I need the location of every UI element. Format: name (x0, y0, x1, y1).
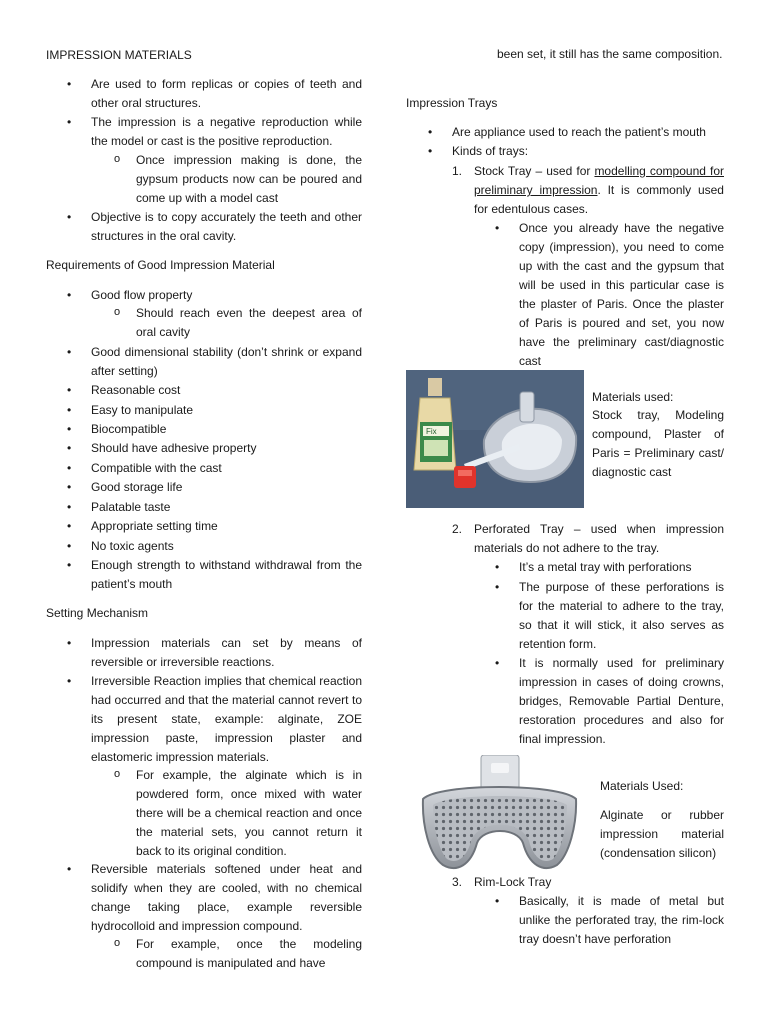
setting-subitem-2: o For example, once the modeling compound is manipulated and have (136, 935, 362, 973)
stock-tray-rest: . It is commonly used for edentulous cases. (474, 183, 724, 216)
setting-item-2: • Irreversible Reaction implies that chemical reaction had occurred and that the material cannot revert to its present state, example: alginate, ZOE impression paste, impression plaster and elastomeric impression materials. (91, 672, 362, 767)
stock-tray-photo (406, 370, 584, 508)
perforated-tray-description (474, 520, 724, 558)
perforated-note-3: • It is normally used for preliminary impression in cases of doing crowns, bridges, Removable Partial Denture, restoration procedures and also for final impression. (519, 654, 724, 749)
req-subitem-reach: o Should reach even the deepest area of oral cavity (136, 304, 362, 342)
req-item-setting-time: • Appropriate setting time (91, 517, 362, 536)
req-item-storage: • Good storage life (91, 478, 362, 497)
intro-text-1: Are used to form replicas or copies of teeth and other oral structures. (91, 77, 362, 110)
req-item-flow: • Good flow property (91, 286, 362, 305)
intro-subtext-1: Once impression making is done, the gypsum products now can be poured and come up with a model cast (136, 153, 362, 205)
intro-subbullet-1 (136, 151, 362, 208)
perforated-tray-rest: – used when impression materials do not adhere to the tray. (474, 522, 724, 555)
stock-tray-underlined: modelling compound for preliminary impression (474, 164, 724, 197)
rimlock-note: • Basically, it is made of metal but unlike the perforated tray, the rim-lock tray doesn’t have perforation (519, 892, 724, 949)
stock-tray-number: 1. (452, 164, 463, 178)
req-item-cost: • Reasonable cost (91, 381, 362, 400)
req-item-taste: • Palatable taste (91, 498, 362, 517)
perforated-tray-name: Perforated Tray (474, 522, 564, 536)
trays-heading: Impression Trays (406, 96, 498, 110)
document-title: IMPRESSION MATERIALS (46, 48, 192, 62)
perforated-note-1: • It’s a metal tray with perforations (519, 558, 724, 577)
stock-tray-name: Stock Tray (474, 164, 532, 178)
stock-materials-text: Stock tray, Modeling compound, Plaster of Paris = Preliminary cast/ diagnostic cast (592, 408, 724, 479)
perforated-tray-photo (419, 755, 580, 875)
stock-tray-description (474, 162, 724, 219)
perforated-materials-heading: Materials Used: (600, 779, 684, 793)
intro-text-3: Objective is to copy accurately the teeth and other structures in the oral cavity. (91, 210, 362, 243)
requirements-heading: Requirements of Good Impression Material (46, 258, 275, 272)
intro-bullet-1 (91, 75, 362, 113)
req-item-biocompatible: • Biocompatible (91, 420, 362, 439)
setting-item-3: • Reversible materials softened under heat and solidify when they are cooled, with no chemical change taking place, example reversible hydrocolloid and impression compound. (91, 860, 362, 936)
stock-tray-dash: – used for (531, 164, 595, 178)
perforated-tray-illustration (419, 755, 580, 875)
intro-text-2: The impression is a negative reproduction while the model or cast is the positive reproduction. (91, 115, 362, 148)
rimlock-tray-name: Rim-Lock Tray (474, 875, 552, 889)
req-item-stability: • Good dimensional stability (don’t shrink or expand after setting) (91, 343, 362, 381)
bottle-label: Fix (426, 427, 437, 436)
setting-item-1: • Impression materials can set by means of reversible or irreversible reactions. (91, 634, 362, 672)
stock-tray-illustration (406, 370, 584, 508)
stock-materials-heading: Materials used: (592, 390, 674, 404)
trays-intro-1: • Are appliance used to reach the patient’s mouth (452, 123, 724, 142)
rimlock-tray-number: 3. (452, 875, 463, 889)
setting-subitem-2-continued: been set, it still has the same composition. (497, 47, 723, 61)
req-item-manipulate: • Easy to manipulate (91, 401, 362, 420)
req-item-strength: • Enough strength to withstand withdrawal from the patient’s mouth (91, 556, 362, 594)
req-item-cast: • Compatible with the cast (91, 459, 362, 478)
intro-bullet-2 (91, 113, 362, 151)
setting-heading: Setting Mechanism (46, 606, 149, 620)
perforated-tray-number: 2. (452, 522, 463, 536)
req-item-adhesive: • Should have adhesive property (91, 439, 362, 458)
intro-bullet-3 (91, 208, 362, 246)
perforated-note-2: • The purpose of these perforations is for the material to adhere to the tray, so that it will stick, it also serves as retention form. (519, 578, 724, 654)
perforated-materials-text: Alginate or rubber impression material (condensation silicon) (600, 808, 724, 860)
req-item-toxic: • No toxic agents (91, 537, 362, 556)
trays-intro-2: • Kinds of trays: (452, 142, 724, 161)
setting-subitem-1: o For example, the alginate which is in powdered form, once mixed with water there will be a chemical reaction and once the material sets, you cannot return it back to its original condition. (136, 766, 362, 861)
stock-tray-note: • Once you already have the negative copy (impression), you need to come up with the cast and the gypsum that will be used in this particular case is the plaster of Paris. Once the plaster of Paris is poured and set, you now have the preliminary cast/diagnostic cast (519, 219, 724, 371)
